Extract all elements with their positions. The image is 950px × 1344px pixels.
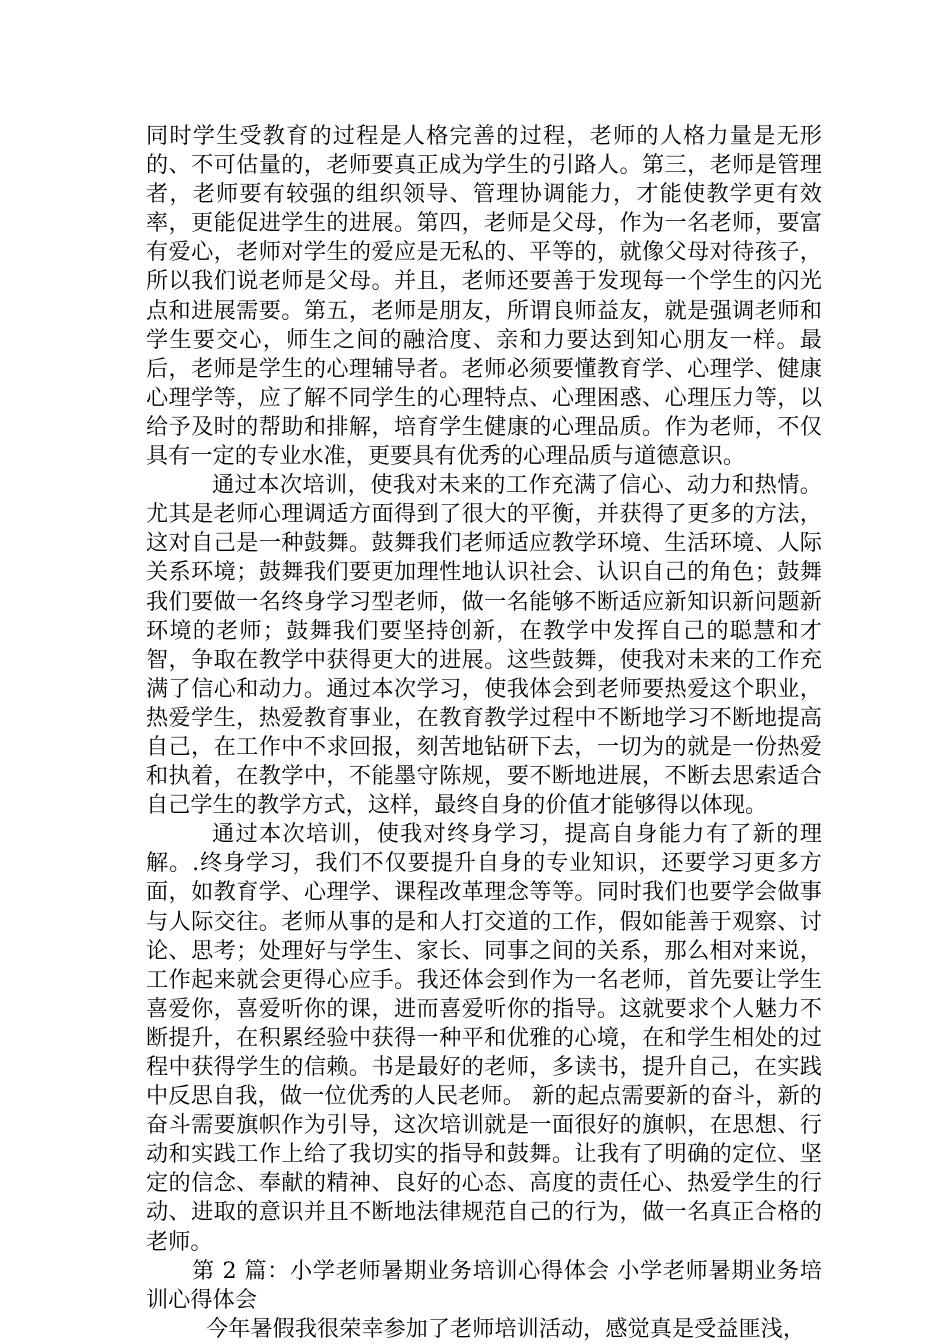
body-paragraph: 通过本次培训，使我对终身学习，提高自身能力有了新的理解。.终身学习，我们不仅要提升自身的专业知识，还要学习更多方面，如教育学、心理学、课程改革理念等等。同时我们也要学会做事与人际交往。老师从事的是和人打交道的工作，假如能善于观察、讨论、思考；处理好与学生、家长、同事之间的关系，那么相对来说，工作起来就会更得心应手。我还体会到作为一名老师，首先要让学生喜爱你，喜爱听你的课，进而喜爱听你的指导。这就要求个人魅力不断提升，在积累经验中获得一种平和优雅的心境，在和学生相处的过程中获得学生的信赖。书是最好的老师，多读书，提升自己，在实践中反思自我，做一位优秀的人民老师。 新的起点需要新的奋斗，新的奋斗需要旗帜作为引导，这次培训就是一面很好的旗帜，在思想、行动和实践工作上给了我切实的指导和鼓舞。让我有了明确的定位、坚定的信念、奉献的精神、良好的心态、高度的责任心、热爱学生的行动、进取的意识并且不断地法律规范自己的行为，做一名真正合格的老师。 (146, 821, 822, 1255)
body-paragraph: 今年暑假我很荣幸参加了老师培训活动，感觉真是受益匪浅， (206, 1315, 806, 1342)
body-paragraph: 通过本次培训，使我对未来的工作充满了信心、动力和热情。尤其是老师心理调适方面得到了很大的平衡，并获得了更多的方法，这对自己是一种鼓舞。鼓舞我们老师适应教学环境、生活环境、人际关系环境；鼓舞我们要更加理性地认识社会、认识自己的角色；鼓舞我们要做一名终身学习型老师，做一名能够不断适应新知识新问题新环境的老师；鼓舞我们要坚持创新，在教学中发挥自己的聪慧和才智，争取在教学中获得更大的进展。这些鼓舞，使我对未来的工作充满了信心和动力。通过本次学习，使我体会到老师要热爱这个职业，热爱学生，热爱教育事业，在教育教学过程中不断地学习不断地提高自己，在工作中不求回报，刻苦地钻研下去，一切为的就是一份热爱和执着，在教学中，不能墨守陈规，要不断地进展，不断去思索适合自己学生的教学方式，这样，最终自身的价值才能够得以体现。 (146, 472, 822, 819)
document-body (146, 122, 822, 1344)
body-paragraph: 同时学生受教育的过程是人格完善的过程，老师的人格力量是无形的、不可估量的，老师要真正成为学生的引路人。第三，老师是管理者，老师要有较强的组织领导、管理协调能力，才能使教学更有效率，更能促进学生的进展。第四，老师是父母，作为一名老师，要富有爱心，老师对学生的爱应是无私的、平等的，就像父母对待孩子，所以我们说老师是父母。并且，老师还要善于发现每一个学生的闪光点和进展需要。第五，老师是朋友，所谓良师益友，就是强调老师和学生要交心，师生之间的融洽度、亲和力要达到知心朋友一样。最后，老师是学生的心理辅导者。老师必须要懂教育学、心理学、健康心理学等，应了解不同学生的心理特点、心理困惑、心理压力等，以给予及时的帮助和排解，培育学生健康的心理品质。作为老师，不仅具有一定的专业水准，更要具有优秀的心理品质与道德意识。 (146, 123, 822, 470)
section-heading: 第 2 篇：小学老师暑期业务培训心得体会 小学老师暑期业务培训心得体会 (146, 1257, 822, 1313)
